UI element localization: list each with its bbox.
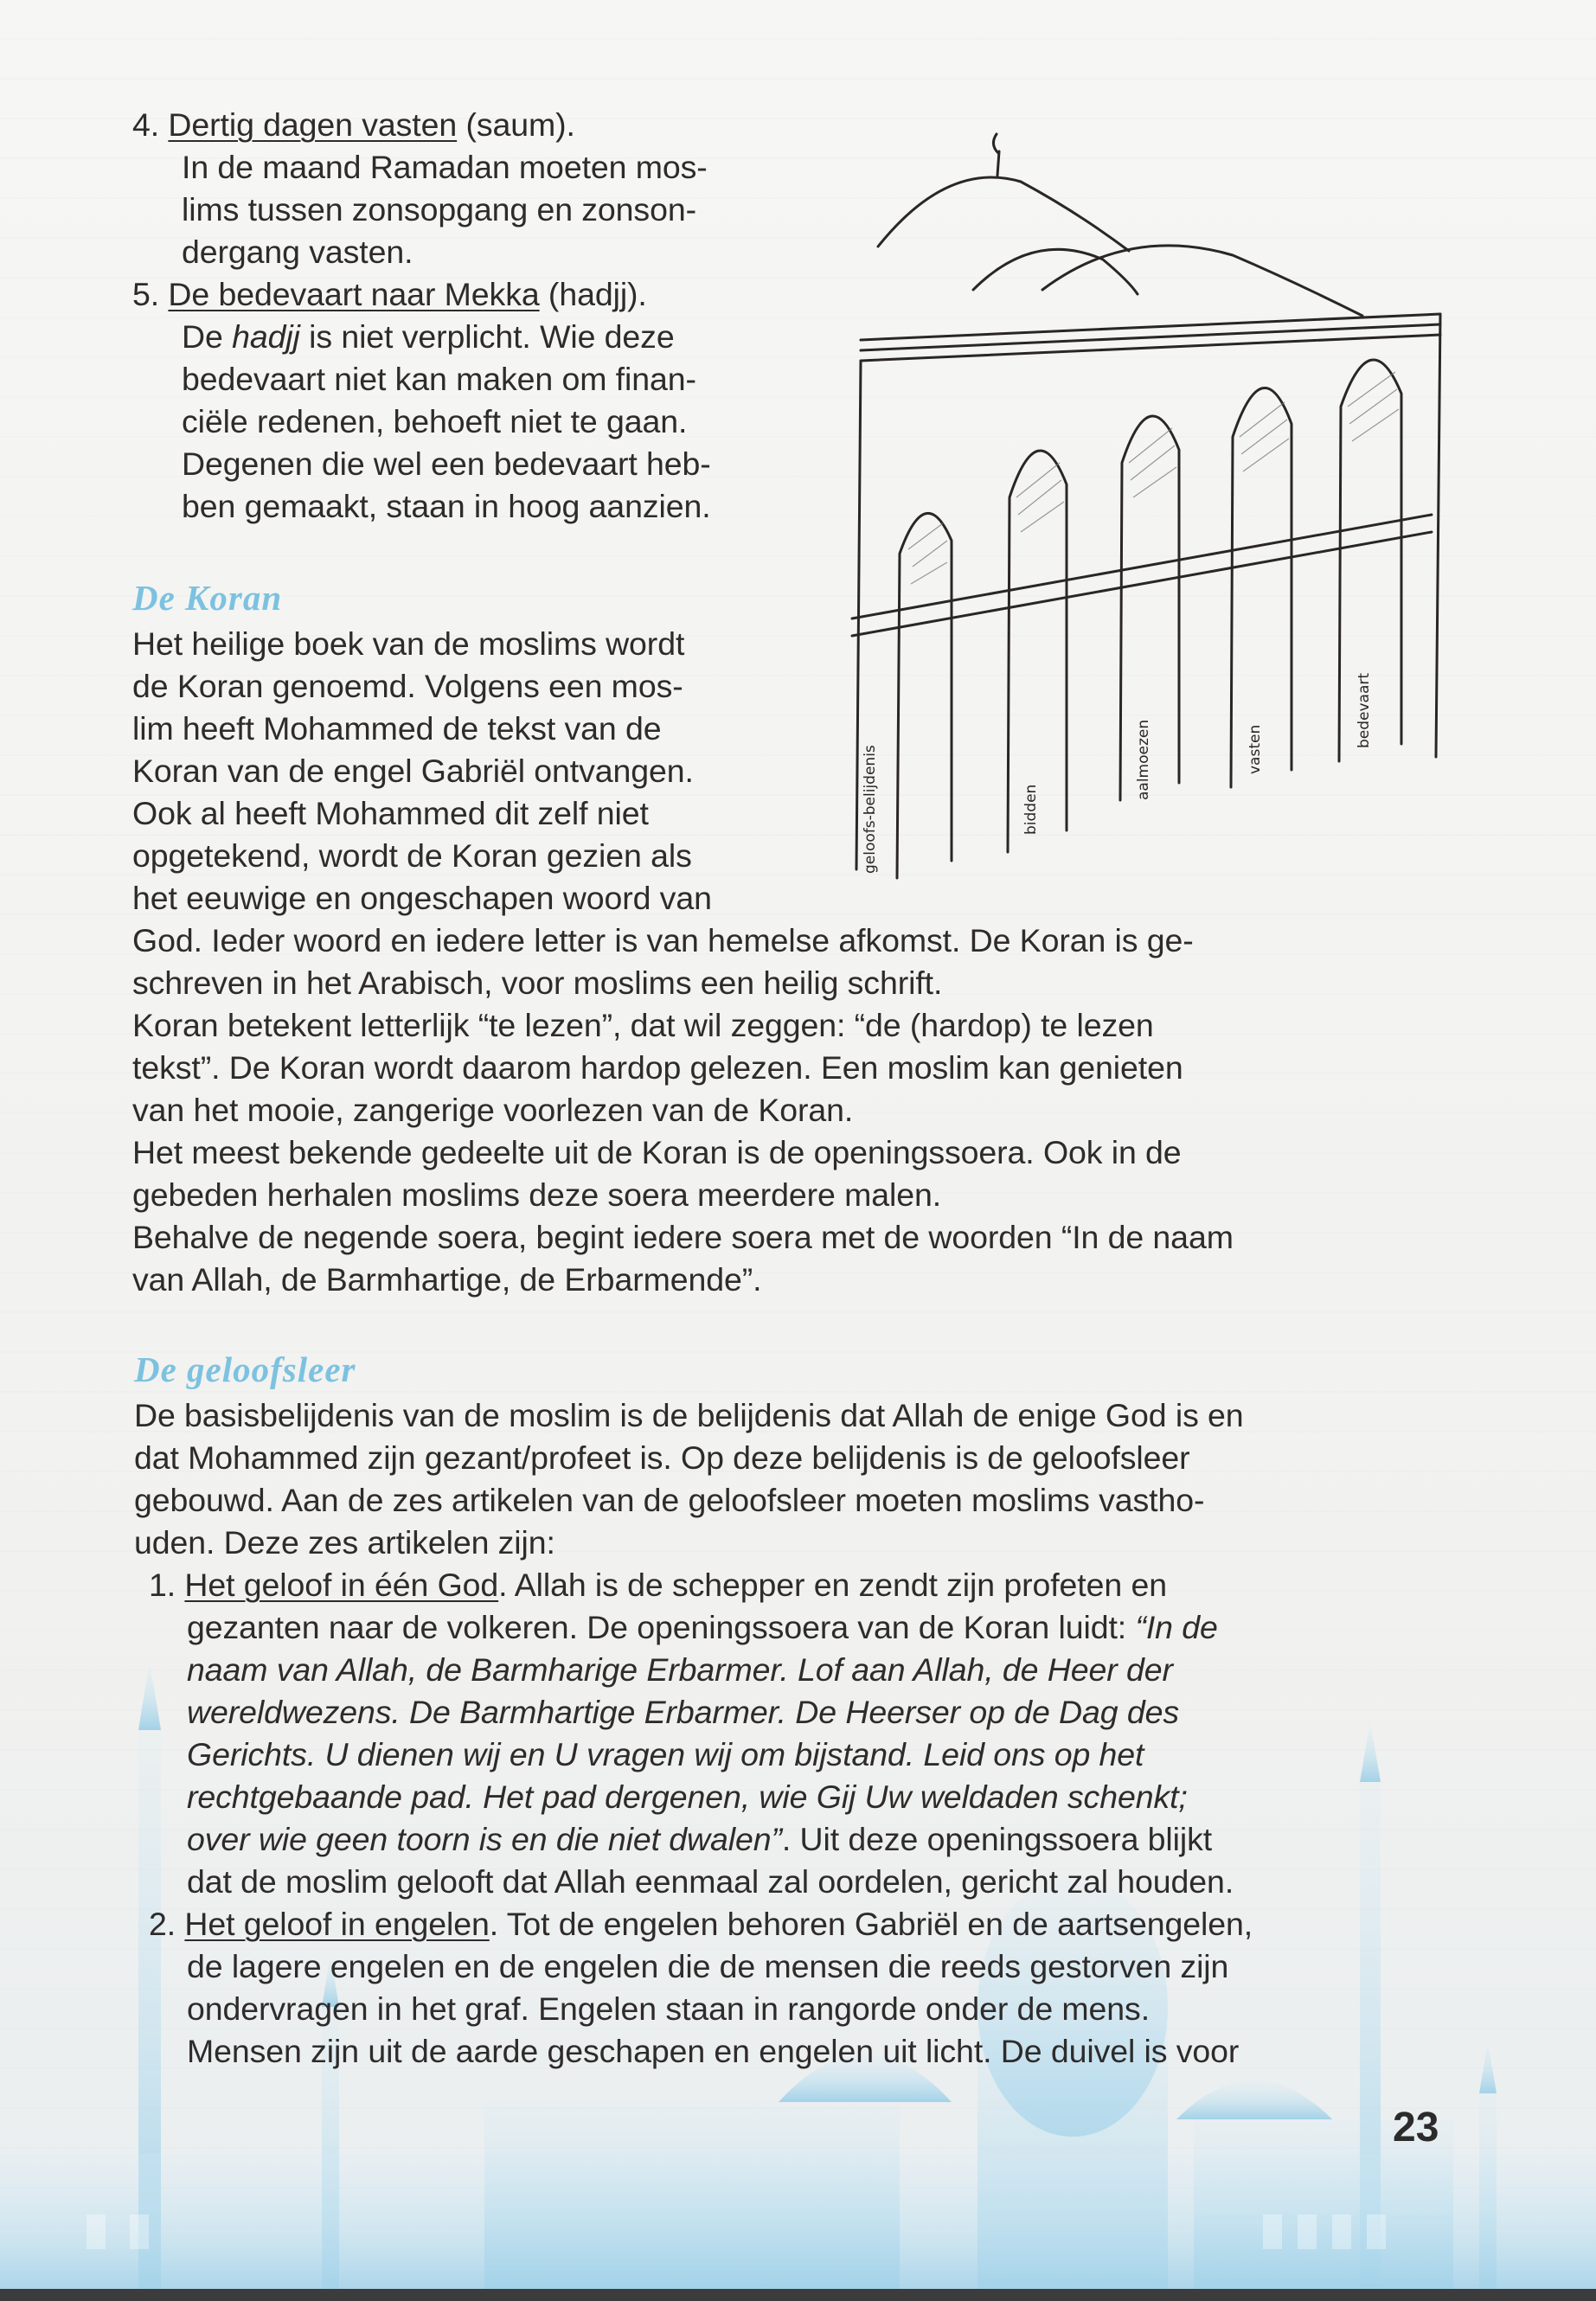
paragraph-line: Koran van de engel Gabriël ontvangen. <box>132 753 694 789</box>
italic-term: hadjj <box>232 318 300 355</box>
pillar-label-1: geloofs-belijdenis <box>862 745 879 874</box>
paragraph-line: schreven in het Arabisch, voor moslims een heilig schrift. <box>132 965 943 1001</box>
paragraph-line: bedevaart niet kan maken om finan- <box>182 361 696 397</box>
paragraph-line: gebeden herhalen moslims deze soera meerdere malen. <box>132 1176 942 1213</box>
page-number: 23 <box>1393 2105 1439 2150</box>
section-heading-geloofsleer: De geloofsleer <box>134 1349 356 1389</box>
paragraph-line: tekst”. De Koran wordt daarom hardop gelezen. Een moslim kan genieten <box>132 1049 1183 1086</box>
paragraph-line: dergang vasten. <box>182 234 413 270</box>
paragraph-line <box>187 1818 1212 1861</box>
paragraph-line: lim heeft Mohammed de tekst van de <box>132 710 662 747</box>
left-wall <box>856 361 861 869</box>
right-wall <box>1436 314 1440 757</box>
paragraph-line: God. Ieder woord en iedere letter is van hemelse afkomst. De Koran is ge- <box>132 922 1194 958</box>
item-title-suffix: . Allah is de schepper en zendt zijn profeten en <box>498 1567 1167 1603</box>
item-title-suffix: (hadjj). <box>539 276 647 312</box>
paragraph-line: In de maand Ramadan moeten mos- <box>182 149 708 185</box>
article-2-title-line <box>149 1903 1253 1945</box>
crescent-finial <box>993 134 998 153</box>
text-run: De <box>182 318 233 355</box>
paragraph-line: Het meest bekende gedeelte uit de Koran is de openingssoera. Ook in de <box>132 1134 1182 1170</box>
item-title-suffix: (saum). <box>457 106 575 143</box>
paragraph-line: Degenen die wel een bedevaart heb- <box>182 445 711 482</box>
second-dome <box>973 249 1138 294</box>
text-run: is niet verplicht. Wie deze <box>299 318 675 355</box>
text-run: . Uit deze openingssoera blijkt <box>781 1821 1213 1857</box>
italic-quote-line: naam van Allah, de Barmharige Erbarmer. Lof aan Allah, de Heer der <box>187 1651 1173 1688</box>
paragraph-line: uden. Deze zes artikelen zijn: <box>134 1524 555 1561</box>
paragraph-line: de lagere engelen en de engelen die de mensen die reeds gestorven zijn <box>187 1948 1229 1984</box>
paragraph-line: het eeuwige en ongeschapen woord van <box>132 880 712 916</box>
italic-quote-line: rechtgebaande pad. Het pad dergenen, wie Gij Uw weldaden schenkt; <box>187 1779 1188 1815</box>
paragraph-line: dat Mohammed zijn gezant/profeet is. Op deze belijdenis is de geloofsleer <box>134 1439 1190 1476</box>
paragraph-line: de Koran genoemd. Volgens een mos- <box>132 668 683 704</box>
paragraph-line <box>182 316 675 358</box>
paragraph-line: Koran betekent letterlijk “te lezen”, dat wil zeggen: “de (hardop) te lezen <box>132 1007 1154 1043</box>
pillar-label-4: vasten <box>1247 724 1264 774</box>
paragraph-line: van het mooie, zangerige voorlezen van de Koran. <box>132 1092 854 1128</box>
item-title: De bedevaart naar Mekka <box>168 276 540 312</box>
paragraph-line: ben gemaakt, staan in hoog aanzien. <box>182 488 711 524</box>
item-number: 2. <box>149 1906 176 1942</box>
item-5-title-line <box>132 273 647 316</box>
italic-quote-line: Gerichts. U dienen wij en U vragen wij om bijstand. Leid ons op het <box>187 1736 1144 1772</box>
paragraph-line: gebouwd. Aan de zes artikelen van de geloofsleer moeten moslims vastho- <box>134 1482 1205 1518</box>
section-heading-koran: De Koran <box>132 578 283 618</box>
item-number: 5. <box>132 276 160 312</box>
paragraph-line: De basisbelijdenis van de moslim is de belijdenis dat Allah de enige God is en <box>134 1397 1244 1433</box>
item-title-suffix: . Tot de engelen behoren Gabriël en de aartsengelen, <box>489 1906 1253 1942</box>
paragraph-line <box>187 1606 1218 1649</box>
paragraph-line: ondervragen in het graf. Engelen staan in rangorde onder de mens. <box>187 1990 1151 2027</box>
pillar-label-5: bedevaart <box>1356 672 1373 748</box>
arch-1 <box>897 513 952 878</box>
bottom-edge <box>0 2289 1596 2301</box>
paragraph-line: van Allah, de Barmhartige, de Erbarmende”. <box>132 1261 762 1298</box>
item-title: Het geloof in één God <box>184 1567 499 1603</box>
italic-quote: over wie geen toorn is en die niet dwalen” <box>187 1821 782 1857</box>
paragraph-line: dat de moslim gelooft dat Allah eenmaal zal oordelen, gericht zal houden. <box>187 1863 1234 1900</box>
pillar-label-3: aalmoezen <box>1135 719 1152 800</box>
paragraph-line: Het heilige boek van de moslims wordt <box>132 625 685 662</box>
pillar-label-2: bidden <box>1022 784 1040 835</box>
paragraph-line: Mensen zijn uit de aarde geschapen en engelen uit licht. De duivel is voor <box>187 2033 1240 2069</box>
item-4-title-line <box>132 104 575 146</box>
item-title: Dertig dagen vasten <box>168 106 458 143</box>
finial-stem <box>997 151 999 176</box>
mosque-five-pillars-illustration <box>843 117 1449 895</box>
paragraph-line: Behalve de negende soera, begint iedere soera met de woorden “In de naam <box>132 1219 1234 1255</box>
item-number: 4. <box>132 106 160 143</box>
italic-quote: “In de <box>1135 1609 1218 1645</box>
item-number: 1. <box>149 1567 176 1603</box>
item-title: Het geloof in engelen <box>184 1906 490 1942</box>
italic-quote-line: wereldwezens. De Barmhartige Erbarmer. De Heerser op de Dag des <box>187 1694 1179 1730</box>
paragraph-line: lims tussen zonsopgang en zonson- <box>182 191 696 228</box>
main-dome <box>878 177 1129 251</box>
paragraph-line: ciële redenen, behoeft niet te gaan. <box>182 403 688 439</box>
text-run: gezanten naar de volkeren. De openingssoera van de Koran luidt: <box>187 1609 1136 1645</box>
paragraph-line: opgetekend, wordt de Koran gezien als <box>132 837 692 874</box>
article-1-title-line <box>149 1564 1167 1606</box>
paragraph-line: Ook al heeft Mohammed dit zelf niet <box>132 795 649 831</box>
